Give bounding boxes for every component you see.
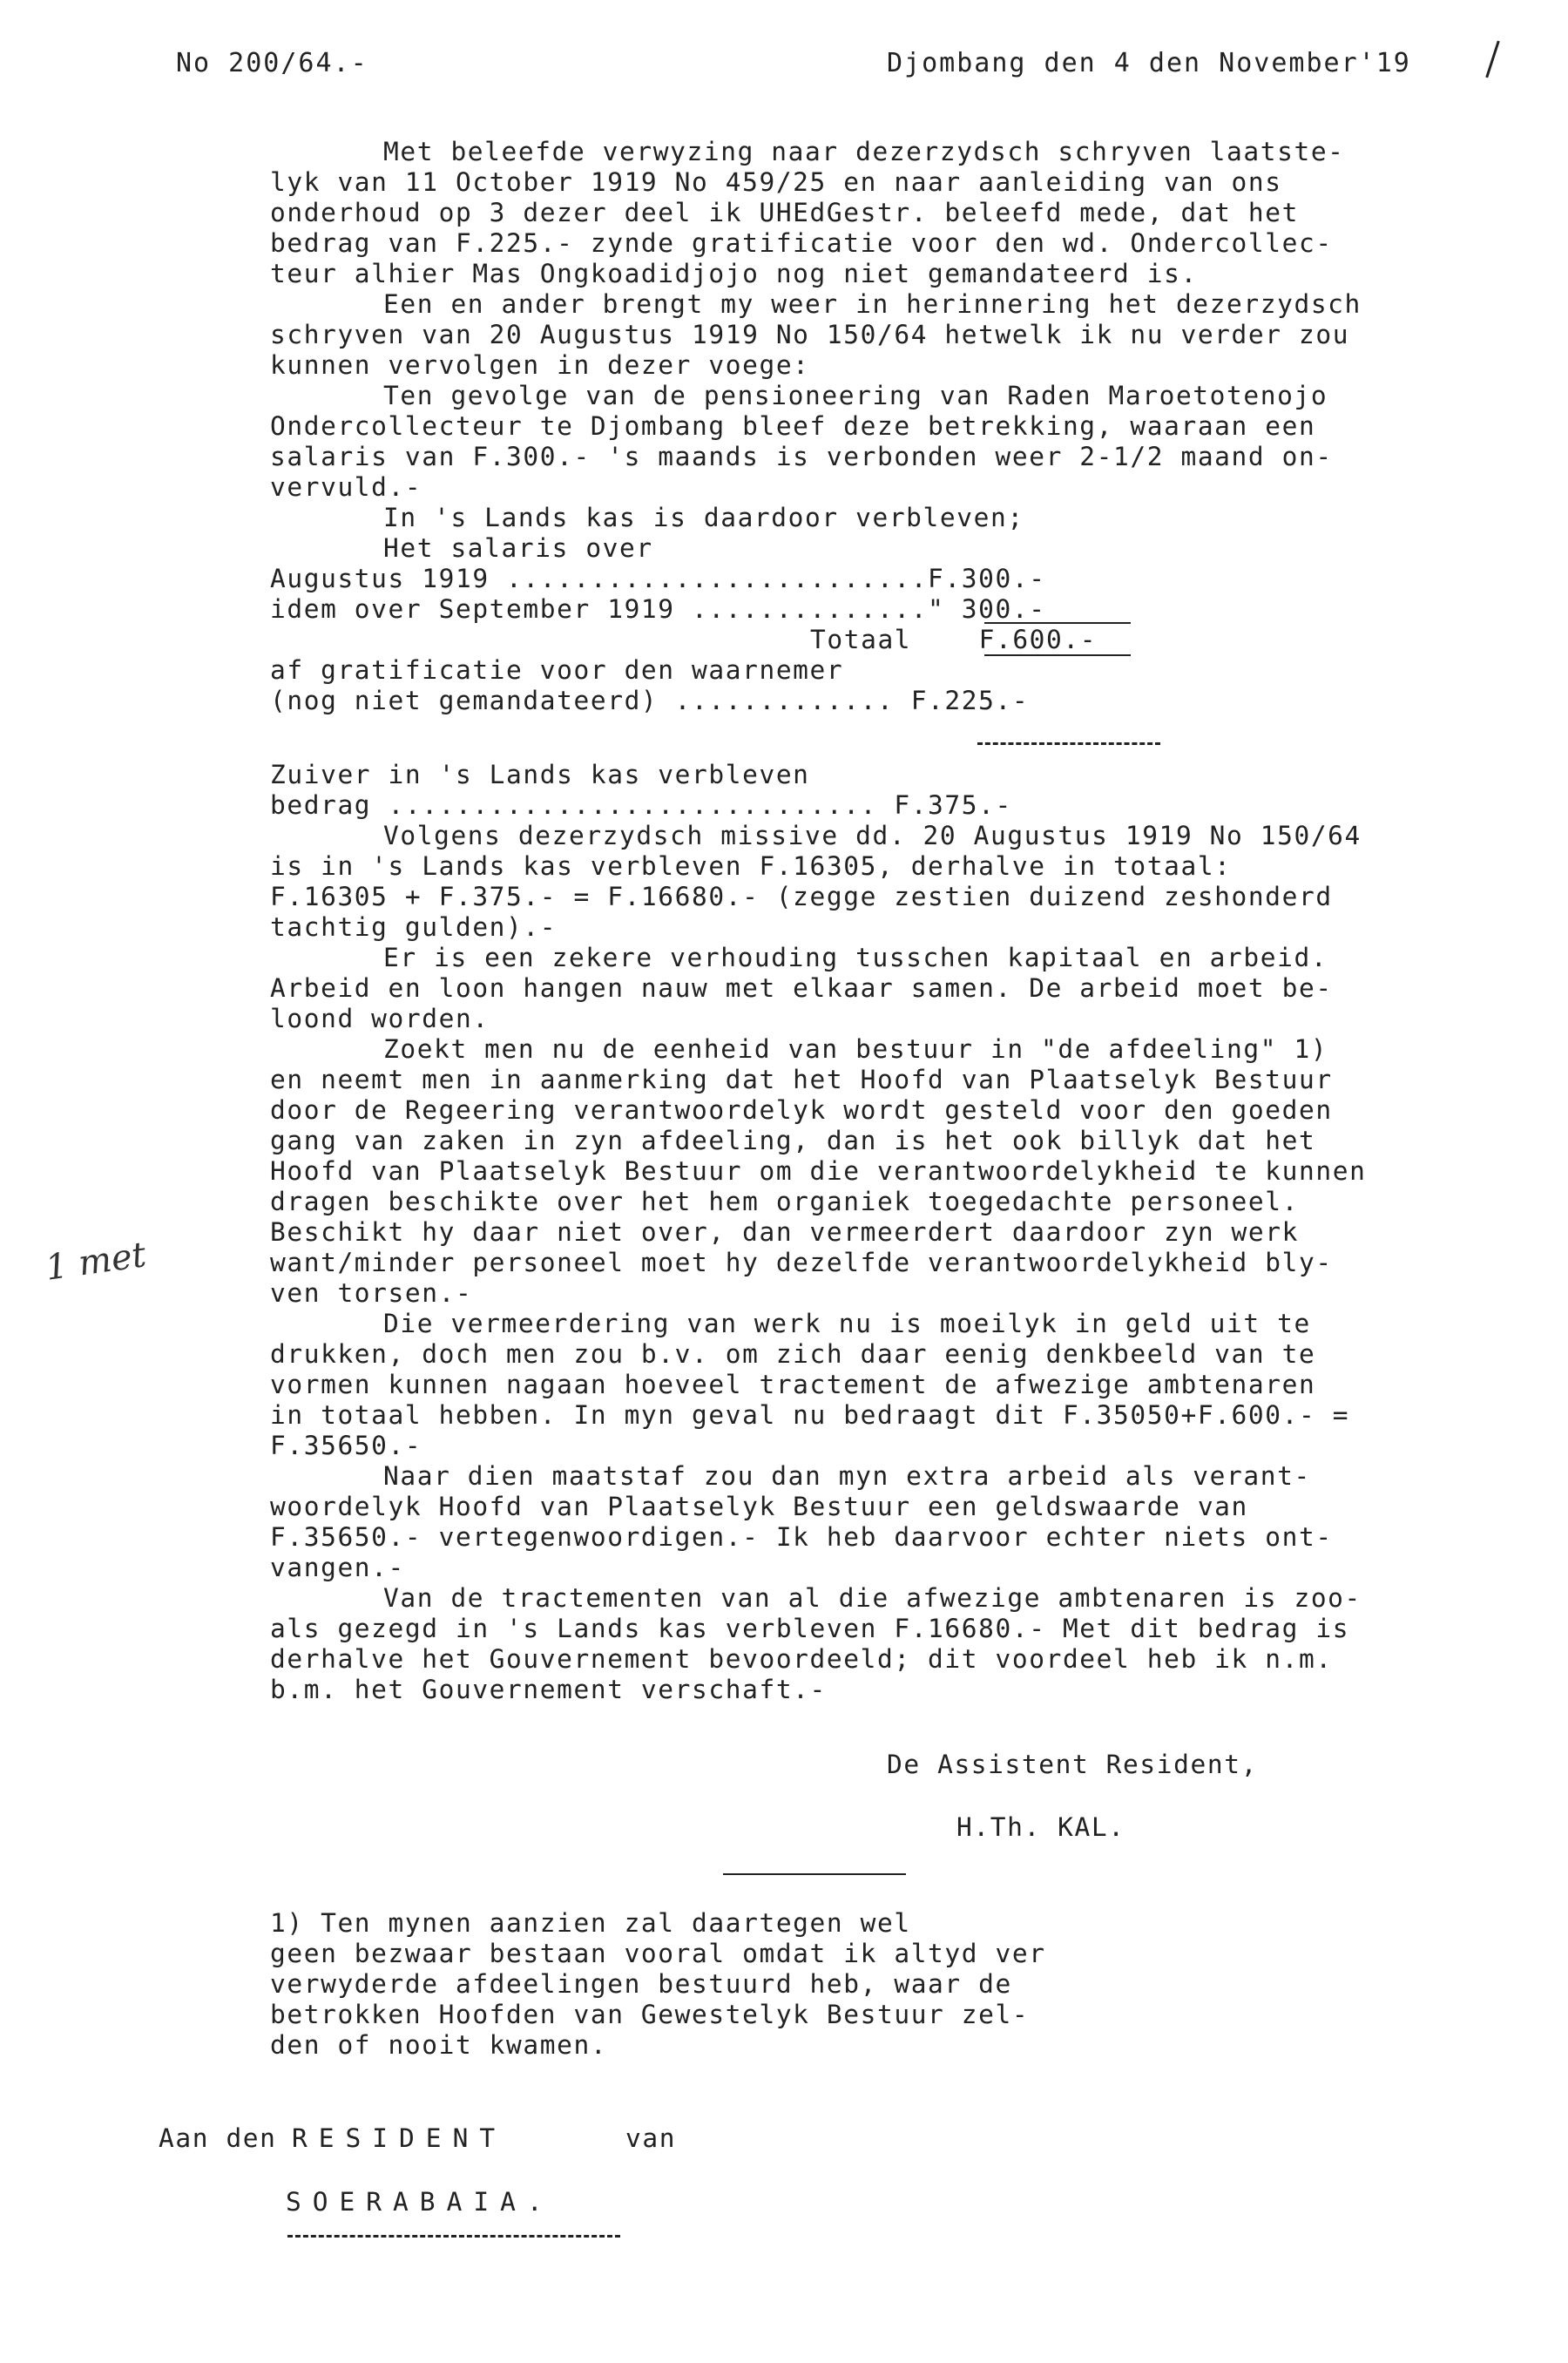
body-line: schryven van 20 Augustus 1919 No 150/64 hetwelk ik nu verder zou: [270, 320, 1350, 349]
body-line: loond worden.: [270, 1004, 490, 1033]
addressee-prefix: Aan den: [159, 2123, 277, 2153]
signature-title: De Assistent Resident,: [887, 1750, 1258, 1779]
body-line: Naar dien maatstaf zou dan myn extra arbeid als verant-: [383, 1461, 1311, 1491]
body-line: In 's Lands kas is daardoor verbleven;: [383, 503, 1024, 532]
body-line: F.35650.- vertegenwoordigen.- Ik heb daarvoor echter niets ont-: [270, 1522, 1333, 1552]
body-line: vangen.-: [270, 1553, 405, 1582]
body-line: tachtig gulden).-: [270, 912, 558, 942]
body-line: Zoekt men nu de eenheid van bestuur in "de afdeeling" 1): [383, 1034, 1328, 1064]
body-line: drukken, doch men zou b.v. om zich daar eenig denkbeeld van te: [270, 1339, 1316, 1369]
footnote-line: betrokken Hoofden van Gewestelyk Bestuur zel-: [270, 2000, 1030, 2029]
body-line: ven torsen.-: [270, 1278, 473, 1308]
body-line: Hoofd van Plaatselyk Bestuur om die verantwoordelykheid te kunnen: [270, 1156, 1367, 1186]
body-line: b.m. het Gouvernement verschaft.-: [270, 1675, 827, 1704]
calc-line: af gratificatie voor den waarnemer: [270, 655, 844, 685]
body-line: door de Regeering verantwoordelyk wordt gesteld voor den goeden: [270, 1095, 1333, 1125]
body-line: Ten gevolge van de pensioneering van Raden Maroetotenojo: [383, 381, 1328, 410]
body-line: F.16305 + F.375.- = F.16680.- (zegge zestien duizend zeshonderd: [270, 882, 1333, 911]
body-line: Beschikt hy daar niet over, dan vermeerdert daardoor zyn werk: [270, 1217, 1299, 1247]
calc-total: Totaal F.600.-: [810, 625, 1098, 654]
footnote-line: verwyderde afdeelingen bestuurd heb, waar de: [270, 1969, 1012, 1999]
footnote-line: den of nooit kwamen.: [270, 2030, 608, 2060]
body-line: want/minder personeel moet hy dezelfde verantwoordelykheid bly-: [270, 1248, 1333, 1277]
addressee-underline: [287, 2235, 620, 2238]
calc-separator: [977, 742, 1160, 745]
body-line: Er is een zekere verhouding tusschen kapitaal en arbeid.: [383, 943, 1328, 972]
addressee-suffix: van: [625, 2123, 677, 2153]
calc-line: (nog niet gemandateerd) ............. F.225.-: [270, 686, 1030, 715]
body-line: Het salaris over: [383, 533, 653, 563]
calc-line: Augustus 1919 .........................F.300.-: [270, 564, 1046, 593]
addressee-role: RESIDENT: [292, 2123, 507, 2153]
body-line: in totaal hebben. In myn geval nu bedraagt dit F.35050+F.600.- =: [270, 1400, 1350, 1430]
body-line: Volgens dezerzydsch missive dd. 20 Augustus 1919 No 150/64: [383, 821, 1362, 850]
calc-line: idem over September 1919 .............." 300.-: [270, 594, 1046, 624]
calc-underline: [984, 622, 1131, 624]
body-line: Ondercollecteur te Djombang bleef deze betrekking, waaraan een: [270, 411, 1316, 441]
footnote-rule: [723, 1873, 906, 1875]
handwritten-margin-note: 1 met: [43, 1235, 149, 1289]
body-line: teur alhier Mas Ongkoadidjojo nog niet gemandateerd is.: [270, 259, 1198, 288]
body-line: gang van zaken in zyn afdeeling, dan is het ook billyk dat het: [270, 1126, 1316, 1155]
body-line: Die vermeerdering van werk nu is moeilyk in geld uit te: [383, 1309, 1311, 1338]
body-line: onderhoud op 3 dezer deel ik UHEdGestr. beleefd mede, dat het: [270, 198, 1299, 227]
calc-underline: [984, 654, 1131, 656]
body-line: vervuld.-: [270, 472, 422, 502]
body-line: derhalve het Gouvernement bevoordeeld; dit voordeel heb ik n.m.: [270, 1644, 1333, 1674]
body-line: F.35650.-: [270, 1431, 422, 1460]
place-and-date: Djombang den 4 den November'19: [887, 48, 1411, 78]
body-line: als gezegd in 's Lands kas verbleven F.16680.- Met dit bedrag is: [270, 1614, 1350, 1643]
body-line: vormen kunnen nagaan hoeveel tractement de afwezige ambtenaren: [270, 1370, 1316, 1399]
body-line: lyk van 11 October 1919 No 459/25 en naar aanleiding van ons: [270, 167, 1282, 197]
page-mark: [1485, 41, 1499, 78]
body-line: is in 's Lands kas verbleven F.16305, derhalve in totaal:: [270, 851, 1232, 881]
body-line: dragen beschikte over het hem organiek toegedachte personeel.: [270, 1187, 1299, 1216]
body-line: Met beleefde verwyzing naar dezerzydsch schryven laatste-: [383, 137, 1345, 166]
footnote-line: geen bezwaar bestaan vooral omdat ik altyd ver: [270, 1939, 1046, 1968]
footnote-line: 1) Ten mynen aanzien zal daartegen wel: [270, 1908, 911, 1938]
letter-number: No 200/64.-: [176, 48, 368, 78]
addressee-place: SOERABAIA.: [286, 2187, 554, 2217]
body-line: woordelyk Hoofd van Plaatselyk Bestuur een geldswaarde van: [270, 1492, 1248, 1521]
body-line: Arbeid en loon hangen nauw met elkaar samen. De arbeid moet be-: [270, 973, 1333, 1003]
body-line: Van de tractementen van al die afwezige ambtenaren is zoo-: [383, 1583, 1362, 1613]
calc-line: bedrag ............................. F.375.-: [270, 790, 1012, 820]
body-line: en neemt men in aanmerking dat het Hoofd van Plaatselyk Bestuur: [270, 1065, 1333, 1094]
body-line: Een en ander brengt my weer in herinnering het dezerzydsch: [383, 289, 1362, 319]
calc-line: Zuiver in 's Lands kas verbleven: [270, 760, 810, 789]
body-line: kunnen vervolgen in dezer voege:: [270, 350, 810, 380]
body-line: salaris van F.300.- 's maands is verbonden weer 2-1/2 maand on-: [270, 442, 1333, 471]
signature-name: H.Th. KAL.: [956, 1812, 1125, 1842]
body-line: bedrag van F.225.- zynde gratificatie voor den wd. Ondercollec-: [270, 228, 1333, 258]
